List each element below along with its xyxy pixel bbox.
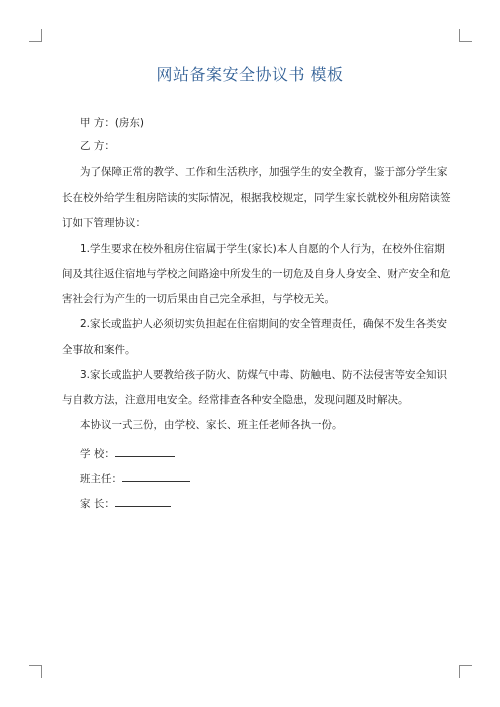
intro-line-2: 长在校外给学生租房陪读的实际情况，根据我校规定，同学生家长就校外租房陪读签 — [62, 192, 451, 204]
parent-signature-label: 家 长： — [80, 498, 115, 510]
teacher-signature-label: 班主任： — [80, 473, 122, 485]
crop-mark-bottom-left — [29, 665, 42, 678]
parent-signature-blank[interactable] — [115, 495, 171, 507]
crop-mark-top-left — [29, 29, 42, 42]
teacher-signature-blank[interactable] — [122, 470, 190, 482]
clause-3-line-2: 与自救方法，注意用电安全。经常排查各种安全隐患，发现问题及时解决。 — [62, 394, 409, 406]
school-signature-line — [80, 445, 175, 461]
school-signature-label: 学 校： — [80, 448, 115, 460]
crop-mark-top-right — [459, 29, 472, 42]
clause-2-line-2: 全事故和案件。 — [62, 344, 136, 356]
clause-1-line-3: 害社会行为产生的一切后果由自己完全承担，与学校无关。 — [62, 293, 335, 305]
teacher-signature-line — [80, 470, 190, 486]
clause-1-line-2: 间及其往返住宿地与学校之间路途中所发生的一切危及自身人身安全、财产安全和危 — [62, 268, 451, 280]
document-title: 网站备案安全协议书 模板 — [156, 65, 344, 84]
party-b-line: 乙 方： — [80, 140, 115, 152]
party-a-line: 甲 方：(房东) — [80, 117, 145, 129]
school-signature-blank[interactable] — [115, 445, 175, 457]
intro-line-3: 订如下管理协议： — [62, 217, 146, 229]
copies-statement: 本协议一式三份，由学校、家长、班主任老师各执一份。 — [80, 419, 343, 431]
clause-3-line-1: 3.家长或监护人要教给孩子防火、防煤气中毒、防触电、防不法侵害等安全知识 — [80, 369, 448, 381]
clause-1-line-1: 1.学生要求在校外租房住宿属于学生(家长)本人自愿的个人行为，在校外住宿期 — [80, 243, 445, 255]
clause-2-line-1: 2.家长或监护人必须切实负担起在住宿期间的安全管理责任，确保不发生各类安 — [80, 318, 448, 330]
intro-line-1: 为了保障正常的教学、工作和生活秩序，加强学生的安全教育，鉴于部分学生家 — [80, 166, 448, 178]
parent-signature-line — [80, 495, 171, 511]
crop-mark-bottom-right — [459, 665, 472, 678]
